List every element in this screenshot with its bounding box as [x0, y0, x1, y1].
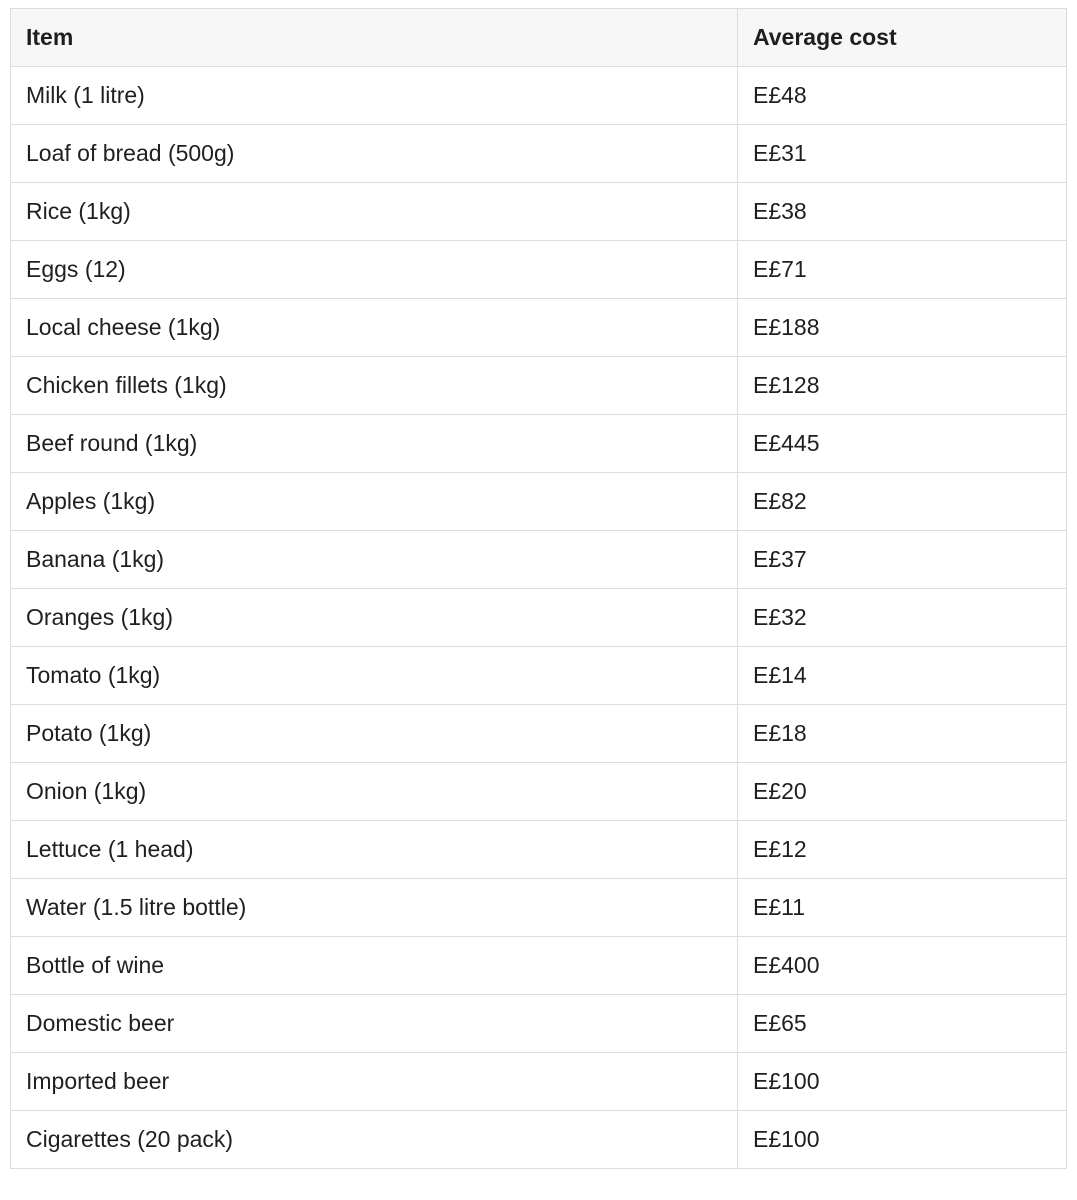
- cost-cell: E£100: [738, 1053, 1067, 1111]
- cost-cell: E£100: [738, 1111, 1067, 1169]
- table-row: [11, 183, 1067, 241]
- item-cell: Beef round (1kg): [11, 415, 738, 473]
- cost-cell: E£400: [738, 937, 1067, 995]
- cost-cell: E£188: [738, 299, 1067, 357]
- table-row: [11, 705, 1067, 763]
- cost-cell: E£128: [738, 357, 1067, 415]
- table-row: [11, 647, 1067, 705]
- cost-cell: E£18: [738, 705, 1067, 763]
- table-row: [11, 879, 1067, 937]
- item-cell: Potato (1kg): [11, 705, 738, 763]
- table-body: [11, 67, 1067, 1169]
- cost-table-container: [10, 8, 1066, 1169]
- item-cell: Lettuce (1 head): [11, 821, 738, 879]
- cost-cell: E£14: [738, 647, 1067, 705]
- item-cell: Banana (1kg): [11, 531, 738, 589]
- item-cell: Eggs (12): [11, 241, 738, 299]
- table-row: [11, 473, 1067, 531]
- item-cell: Chicken fillets (1kg): [11, 357, 738, 415]
- item-cell: Imported beer: [11, 1053, 738, 1111]
- item-cell: Water (1.5 litre bottle): [11, 879, 738, 937]
- cost-cell: E£71: [738, 241, 1067, 299]
- cost-table: [10, 8, 1067, 1169]
- item-cell: Tomato (1kg): [11, 647, 738, 705]
- table-row: [11, 125, 1067, 183]
- table-row: [11, 763, 1067, 821]
- cost-cell: E£82: [738, 473, 1067, 531]
- cost-cell: E£445: [738, 415, 1067, 473]
- item-cell: Apples (1kg): [11, 473, 738, 531]
- cost-cell: E£48: [738, 67, 1067, 125]
- table-row: [11, 415, 1067, 473]
- table-row: [11, 241, 1067, 299]
- table-row: [11, 995, 1067, 1053]
- item-cell: Local cheese (1kg): [11, 299, 738, 357]
- cost-cell: E£20: [738, 763, 1067, 821]
- item-cell: Milk (1 litre): [11, 67, 738, 125]
- table-row: [11, 299, 1067, 357]
- table-row: [11, 589, 1067, 647]
- cost-cell: E£65: [738, 995, 1067, 1053]
- cost-cell: E£11: [738, 879, 1067, 937]
- item-cell: Loaf of bread (500g): [11, 125, 738, 183]
- table-row: [11, 1111, 1067, 1169]
- cost-cell: E£31: [738, 125, 1067, 183]
- item-cell: Bottle of wine: [11, 937, 738, 995]
- item-cell: Rice (1kg): [11, 183, 738, 241]
- table-row: [11, 937, 1067, 995]
- table-row: [11, 1053, 1067, 1111]
- item-cell: Onion (1kg): [11, 763, 738, 821]
- cost-cell: E£32: [738, 589, 1067, 647]
- table-row: [11, 357, 1067, 415]
- cost-cell: E£38: [738, 183, 1067, 241]
- table-row: [11, 531, 1067, 589]
- item-cell: Domestic beer: [11, 995, 738, 1053]
- column-header-item: Item: [11, 9, 738, 67]
- item-cell: Oranges (1kg): [11, 589, 738, 647]
- cost-cell: E£37: [738, 531, 1067, 589]
- table-row: [11, 67, 1067, 125]
- item-cell: Cigarettes (20 pack): [11, 1111, 738, 1169]
- cost-cell: E£12: [738, 821, 1067, 879]
- table-header-row: [11, 9, 1067, 67]
- table-row: [11, 821, 1067, 879]
- column-header-average-cost: Average cost: [738, 9, 1067, 67]
